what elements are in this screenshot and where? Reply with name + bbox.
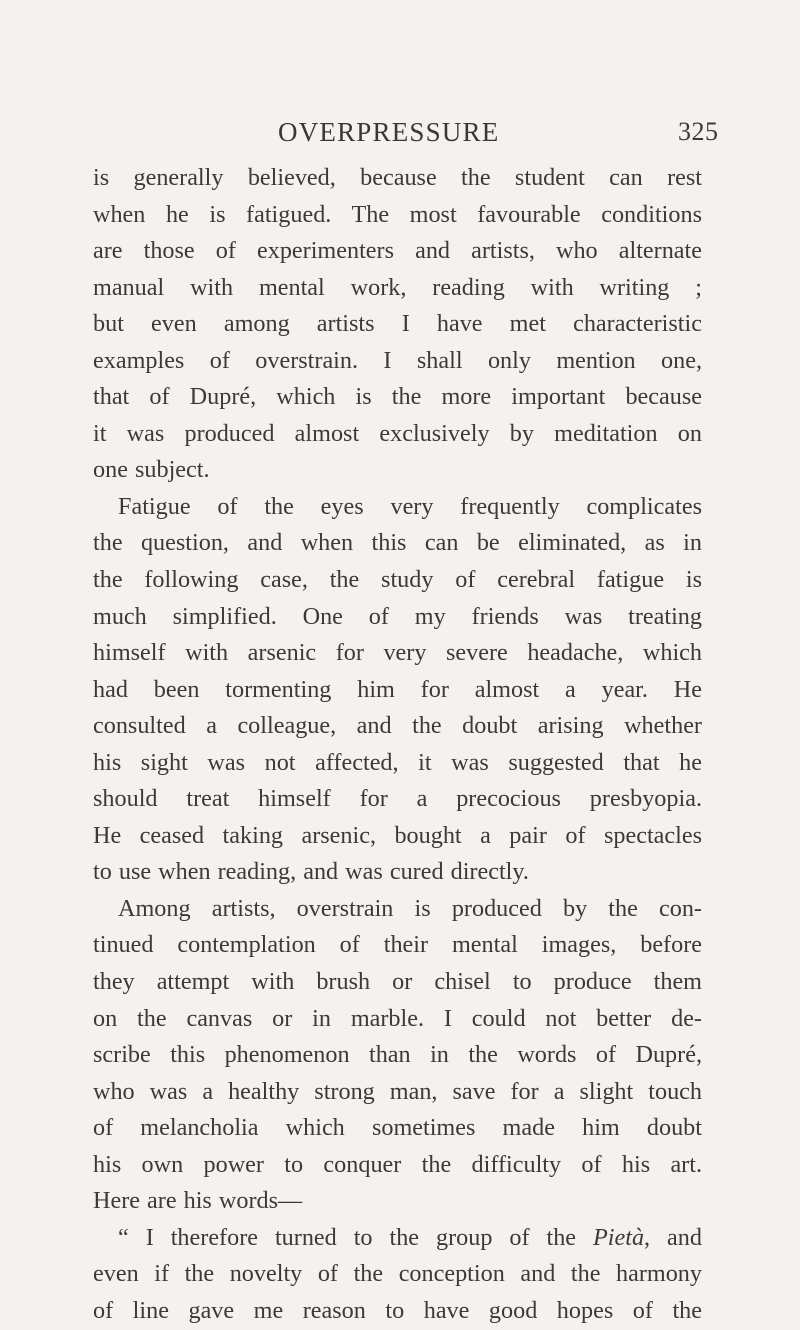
- text-line: tinued contemplation of their mental images, before: [93, 931, 702, 959]
- body-text: [93, 160, 702, 1330]
- text-line: on the canvas or in marble. I could not better de-: [93, 1004, 702, 1032]
- running-head: [0, 112, 800, 152]
- quote-text-end: , and: [644, 1223, 702, 1251]
- text-line: Here are his words—: [93, 1187, 303, 1215]
- quote-first-line: [93, 1220, 702, 1257]
- italic-title: Pietà: [593, 1223, 645, 1251]
- text-line: his sight was not affected, it was suggested that he: [93, 748, 702, 776]
- text-line: of line gave me reason to have good hopes of the: [93, 1296, 702, 1324]
- text-line: himself with arsenic for very severe headache, which: [93, 639, 702, 667]
- text-line: who was a healthy strong man, save for a slight touch: [93, 1077, 702, 1105]
- text-line: that of Dupré, which is the more important because: [93, 383, 702, 411]
- text-line: should treat himself for a precocious presbyopia.: [93, 785, 702, 813]
- text-line: even if the novelty of the conception and the harmony: [93, 1260, 702, 1288]
- text-line: to use when reading, and was cured directly.: [93, 858, 529, 886]
- text-line: of melancholia which sometimes made him doubt: [93, 1114, 702, 1142]
- text-line: is generally believed, because the student can rest: [93, 164, 702, 191]
- text-line: He ceased taking arsenic, bought a pair of spectacles: [93, 821, 702, 849]
- text-line: consulted a colleague, and the doubt arising whether: [93, 712, 702, 740]
- text-line: much simplified. One of my friends was treating: [93, 602, 702, 630]
- paragraph-first-line: Fatigue of the eyes very frequently complicates: [118, 492, 702, 520]
- text-line: had been tormenting him for almost a year. He: [93, 675, 702, 703]
- text-line: the following case, the study of cerebral fatigue is: [93, 566, 702, 594]
- text-line: but even among artists I have met characteristic: [93, 310, 702, 338]
- text-line: they attempt with brush or chisel to produce them: [93, 968, 702, 996]
- text-line: one subject.: [93, 456, 210, 484]
- running-head-title: OVERPRESSURE: [278, 117, 500, 147]
- page-number: 325: [678, 117, 719, 146]
- text-line: his own power to conquer the difficulty of his art.: [93, 1150, 702, 1178]
- text-line: scribe this phenomenon than in the words of Dupré,: [93, 1041, 702, 1069]
- paragraph-first-line: Among artists, overstrain is produced by the con-: [118, 894, 702, 922]
- text-line: it was produced almost exclusively by meditation on: [93, 419, 702, 447]
- text-line: examples of overstrain. I shall only mention one,: [93, 346, 702, 374]
- text-line: manual with mental work, reading with writing ;: [93, 273, 702, 301]
- text-line: the question, and when this can be eliminated, as in: [93, 529, 702, 557]
- quote-text-start: “ I therefore turned to the group of the: [118, 1223, 593, 1251]
- text-line: when he is fatigued. The most favourable conditions: [93, 200, 702, 228]
- text-line: are those of experimenters and artists, who alternate: [93, 237, 702, 265]
